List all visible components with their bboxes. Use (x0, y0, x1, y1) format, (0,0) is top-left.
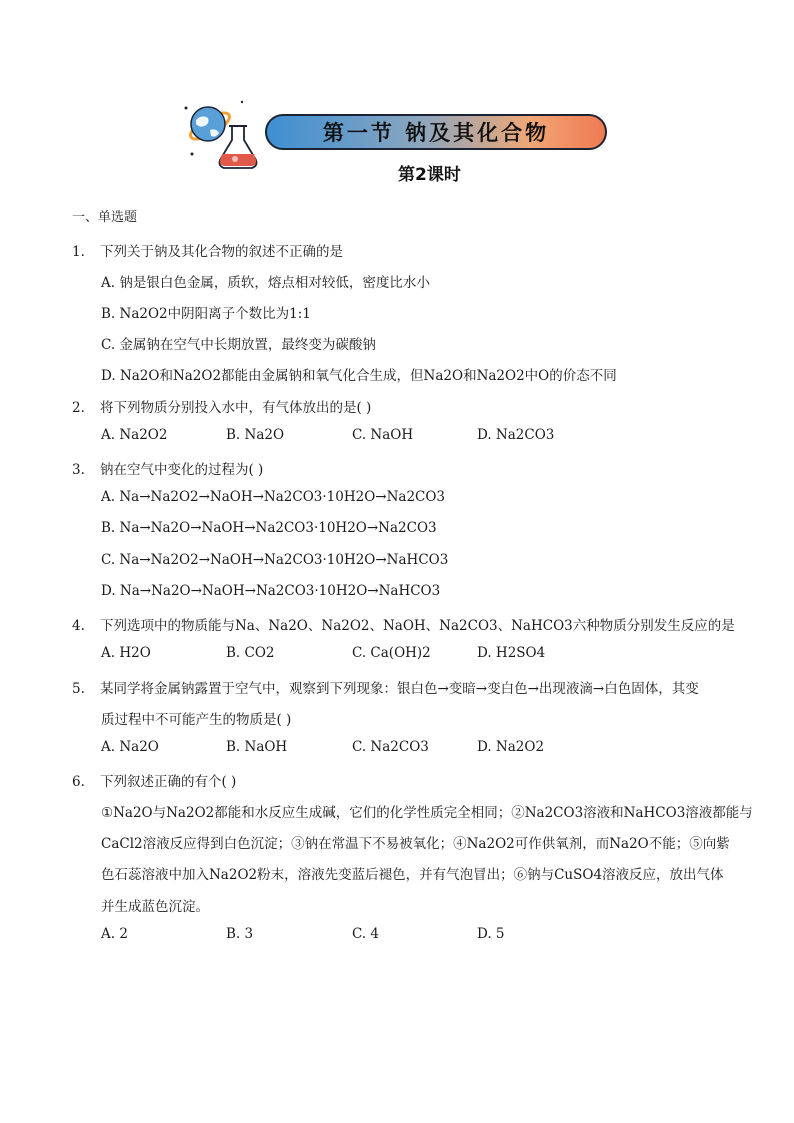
option-1a: A. 钠是银白色金属，质软，熔点相对较低，密度比水小 (101, 275, 430, 291)
option-3c: C. Na→Na2O2→NaOH→Na2CO3·10H2O→NaHCO3 (101, 552, 449, 568)
option-5d: D. Na2O2 (477, 739, 545, 755)
question-stem: 某同学将金属钠露置于空气中，观察到下列现象：银白色→变暗→变白色→出现液滴→白色固体，其变 (100, 681, 699, 697)
globe-flask-logo-icon (182, 96, 260, 170)
question-1 (72, 240, 343, 260)
option-6d: D. 5 (477, 926, 505, 942)
question-number: 1. (72, 244, 85, 260)
option-3d: D. Na→Na2O→NaOH→Na2CO3·10H2O→NaHCO3 (101, 583, 441, 599)
question-stem: 下列关于钠及其化合物的叙述不正确的是 (100, 244, 343, 260)
question-3 (72, 458, 263, 478)
flask-icon (220, 126, 257, 168)
option-6a: A. 2 (101, 926, 128, 942)
question-6-paragraph-line: 并生成蓝色沉淀。 (101, 899, 209, 915)
option-2b: B. Na2O (226, 427, 285, 443)
question-6-paragraph-line: 色石蕊溶液中加入Na2O2粉末，溶液先变蓝后褪色，并有气泡冒出；⑥钠与CuSO4溶液反应，放出气体 (101, 867, 724, 883)
question-6-paragraph-line: CaCl2溶液反应得到白色沉淀；③钠在常温下不易被氧化；④Na2O2可作供氧剂，而Na2O不能；⑤向紫 (101, 836, 730, 852)
option-1c: C. 金属钠在空气中长期放置，最终变为碳酸钠 (101, 337, 376, 353)
option-1d: D. Na2O和Na2O2都能由金属钠和氧气化合生成，但Na2O和Na2O2中O的价态不同 (101, 368, 617, 384)
option-4a: A. H2O (101, 645, 151, 661)
question-6 (72, 770, 236, 790)
question-number: 3. (72, 462, 85, 478)
question-4 (72, 614, 735, 634)
option-3b: B. Na→Na2O→NaOH→Na2CO3·10H2O→Na2CO3 (101, 520, 437, 536)
page-title: 第一节 钠及其化合物 (322, 121, 550, 145)
option-2d: D. Na2CO3 (477, 427, 555, 443)
lesson-subtitle: 第2课时 (398, 165, 461, 185)
option-2a: A. Na2O2 (101, 427, 168, 443)
title-banner (265, 114, 607, 150)
question-2 (72, 396, 371, 416)
option-3a: A. Na→Na2O2→NaOH→Na2CO3·10H2O→Na2CO3 (101, 489, 446, 505)
question-number: 5. (72, 681, 85, 697)
question-stem: 将下列物质分别投入水中，有气体放出的是( ) (100, 400, 372, 416)
question-6-paragraph-line: ①Na2O与Na2O2都能和水反应生成碱，它们的化学性质完全相同；②Na2CO3溶液和NaHCO3溶液都能与 (101, 805, 753, 821)
question-5-stem-continued: 质过程中不可能产生的物质是( ) (101, 712, 292, 728)
question-number: 2. (72, 400, 85, 416)
option-5a: A. Na2O (101, 739, 159, 755)
option-5c: C. Na2CO3 (352, 739, 429, 755)
section-heading: 一、单选题 (72, 210, 138, 225)
option-6b: B. 3 (226, 926, 254, 942)
option-4c: C. Ca(OH)2 (352, 645, 431, 661)
question-stem: 钠在空气中变化的过程为( ) (100, 462, 264, 478)
option-1b: B. Na2O2中阴阳离子个数比为1:1 (101, 306, 311, 322)
question-stem: 下列叙述正确的有个( ) (100, 774, 237, 790)
question-number: 4. (72, 618, 85, 634)
question-5 (72, 677, 699, 697)
question-stem: 下列选项中的物质能与Na、Na2O、Na2O2、NaOH、Na2CO3、NaHCO3六种物质分别发生反应的是 (100, 618, 735, 634)
option-6c: C. 4 (352, 926, 380, 942)
option-5b: B. NaOH (226, 739, 288, 755)
option-2c: C. NaOH (352, 427, 414, 443)
question-number: 6. (72, 774, 85, 790)
option-4d: D. H2SO4 (477, 645, 546, 661)
option-4b: B. CO2 (226, 645, 275, 661)
